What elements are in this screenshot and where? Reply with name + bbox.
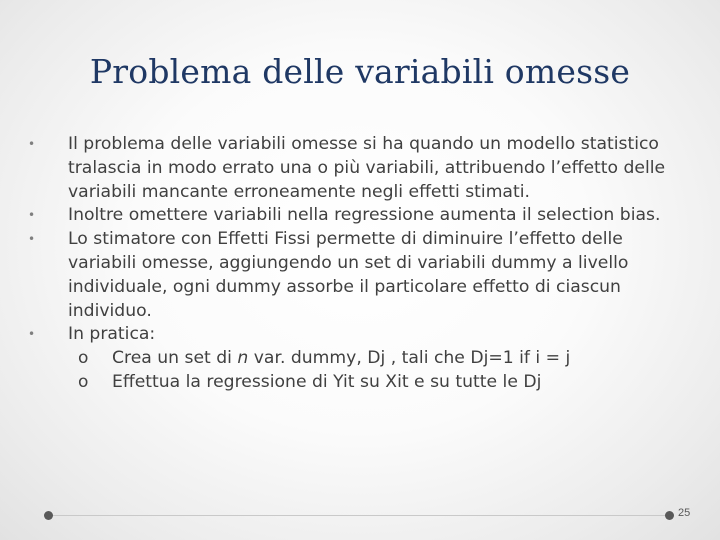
sub-bullet-text-italic: n	[237, 348, 249, 369]
footer-dot-right-icon	[665, 511, 674, 520]
bullet-item	[28, 323, 688, 394]
bullet-icon: •	[28, 137, 36, 151]
sub-bullet-text-after: var. dummy, Dj , tali che Dj=1 if i = j	[248, 348, 571, 369]
bullet-text: Il problema delle variabili omesse si ha quando un modello statistico tralascia in modo errato una o più variabili, attribuendo l’effetto delle variabili mancante erroneamente negli effetti stimati.	[68, 134, 666, 202]
bullet-item	[28, 228, 688, 323]
bullet-icon: •	[28, 232, 36, 247]
slide-title: Problema delle variabili omesse	[89, 52, 631, 91]
sub-bullet-item	[78, 347, 688, 371]
footer-divider	[46, 515, 670, 516]
bullet-icon: •	[28, 208, 36, 223]
bullet-text: In pratica:	[68, 324, 156, 345]
bullet-text: Lo stimatore con Effetti Fissi permette di diminuire l’effetto delle variabili omesse, aggiungendo un set di variabili dummy a livello individuale, ogni dummy assorbe il particolare effetto di ciascun individuo.	[68, 229, 629, 321]
bullet-icon: •	[28, 327, 36, 342]
sub-bullet-icon: o	[78, 348, 89, 369]
sub-bullet-list	[68, 347, 688, 395]
bullet-text: Inoltre omettere variabili nella regressione aumenta il selection bias.	[68, 205, 661, 226]
sub-bullet-text: Effettua la regressione di Yit su Xit e su tutte le Dj	[112, 371, 542, 392]
slide-number: 25	[678, 507, 691, 519]
sub-bullet-icon: o	[78, 371, 89, 392]
bullet-item	[28, 133, 688, 204]
bullet-item	[28, 204, 688, 228]
footer-dot-left-icon	[44, 511, 53, 520]
sub-bullet-text-before: Crea un set di	[112, 348, 238, 369]
sub-bullet-item	[78, 371, 688, 395]
bullet-list	[28, 133, 688, 395]
